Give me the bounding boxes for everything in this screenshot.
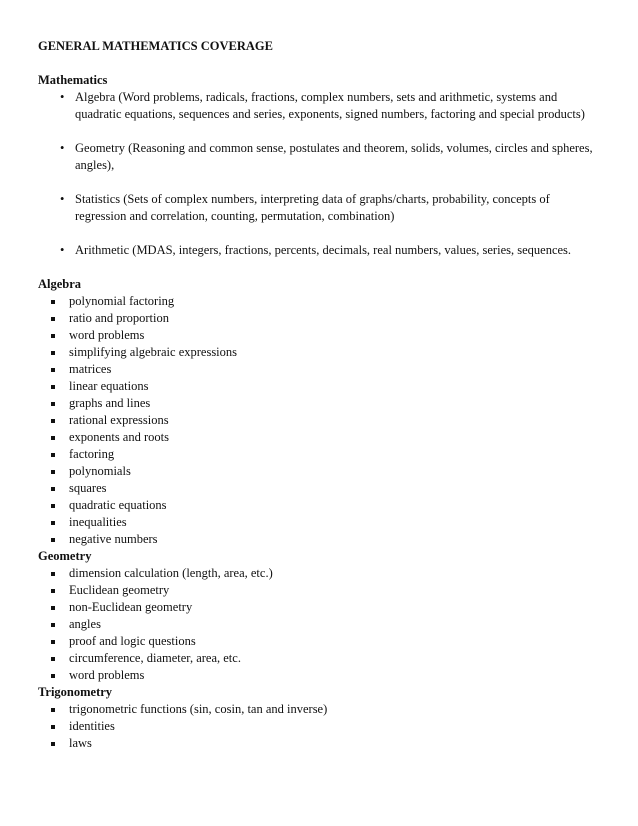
list-item [38, 701, 604, 718]
list-item-text: angles [69, 617, 101, 631]
bullet-icon: • [60, 243, 65, 257]
square-bullet-icon [51, 606, 55, 610]
list-item [38, 310, 604, 327]
list-item [38, 242, 604, 259]
square-bullet-icon [51, 504, 55, 508]
geometry-list [38, 565, 604, 684]
list-item [38, 191, 604, 225]
square-bullet-icon [51, 708, 55, 712]
square-bullet-icon [51, 317, 55, 321]
algebra-list [38, 293, 604, 548]
document-title: GENERAL MATHEMATICS COVERAGE [38, 39, 273, 53]
list-item-text: circumference, diameter, area, etc. [69, 651, 241, 665]
list-item-text: simplifying algebraic expressions [69, 345, 238, 359]
list-item [38, 395, 604, 412]
list-item-text: squares [69, 481, 107, 495]
list-item-text: Statistics (Sets of complex numbers, interpreting data of graphs/charts, probability, concepts of regression and correlation, counting, permutation, combination) [75, 192, 550, 223]
list-item-text: negative numbers [69, 532, 158, 546]
list-item-text: graphs and lines [69, 396, 151, 410]
square-bullet-icon [51, 419, 55, 423]
list-item [38, 633, 604, 650]
square-bullet-icon [51, 538, 55, 542]
list-item [38, 89, 604, 123]
list-item-text: word problems [69, 668, 145, 682]
list-item-text: non-Euclidean geometry [69, 600, 193, 614]
list-item [38, 650, 604, 667]
list-item-text: exponents and roots [69, 430, 169, 444]
square-bullet-icon [51, 589, 55, 593]
list-item [38, 293, 604, 310]
square-bullet-icon [51, 657, 55, 661]
square-bullet-icon [51, 453, 55, 457]
square-bullet-icon [51, 351, 55, 355]
list-item-text: linear equations [69, 379, 149, 393]
square-bullet-icon [51, 725, 55, 729]
list-item-text: identities [69, 719, 115, 733]
list-item-text: rational expressions [69, 413, 169, 427]
list-item-text: quadratic equations [69, 498, 167, 512]
square-bullet-icon [51, 640, 55, 644]
list-item-text: factoring [69, 447, 115, 461]
square-bullet-icon [51, 470, 55, 474]
mathematics-list [38, 89, 604, 259]
square-bullet-icon [51, 521, 55, 525]
trigonometry-list [38, 701, 604, 752]
list-item-text: polynomial factoring [69, 294, 175, 308]
document-page [38, 38, 604, 752]
square-bullet-icon [51, 487, 55, 491]
list-item-text: word problems [69, 328, 145, 342]
bullet-icon: • [60, 90, 65, 104]
list-item-text: Algebra (Word problems, radicals, fractions, complex numbers, sets and arithmetic, systems and quadratic equations, sequences and series, exponents, signed numbers, factoring and special products) [75, 90, 585, 121]
list-item [38, 599, 604, 616]
list-item-text: ratio and proportion [69, 311, 169, 325]
list-item [38, 718, 604, 735]
list-item-text: Arithmetic (MDAS, integers, fractions, percents, decimals, real numbers, values, series, sequences. [75, 243, 572, 257]
square-bullet-icon [51, 402, 55, 406]
list-item [38, 497, 604, 514]
bullet-icon: • [60, 192, 65, 206]
list-item [38, 735, 604, 752]
list-item [38, 140, 604, 174]
list-item [38, 429, 604, 446]
list-item [38, 327, 604, 344]
square-bullet-icon [51, 623, 55, 627]
bullet-icon: • [60, 141, 65, 155]
square-bullet-icon [51, 334, 55, 338]
list-item [38, 344, 604, 361]
square-bullet-icon [51, 572, 55, 576]
section-heading-trigonometry: Trigonometry [38, 685, 113, 699]
section-heading-mathematics: Mathematics [38, 73, 108, 87]
list-item [38, 616, 604, 633]
square-bullet-icon [51, 300, 55, 304]
list-item [38, 480, 604, 497]
section-heading-geometry: Geometry [38, 549, 92, 563]
section-heading-algebra: Algebra [38, 277, 82, 291]
list-item [38, 531, 604, 548]
square-bullet-icon [51, 436, 55, 440]
square-bullet-icon [51, 742, 55, 746]
list-item-text: trigonometric functions (sin, cosin, tan and inverse) [69, 702, 328, 716]
list-item-text: laws [69, 736, 92, 750]
list-item [38, 412, 604, 429]
list-item-text: Geometry (Reasoning and common sense, postulates and theorem, solids, volumes, circles and spheres, angles), [75, 141, 593, 172]
list-item-text: Euclidean geometry [69, 583, 170, 597]
list-item [38, 446, 604, 463]
square-bullet-icon [51, 368, 55, 372]
square-bullet-icon [51, 674, 55, 678]
list-item [38, 361, 604, 378]
square-bullet-icon [51, 385, 55, 389]
list-item-text: dimension calculation (length, area, etc.) [69, 566, 273, 580]
list-item [38, 582, 604, 599]
list-item-text: proof and logic questions [69, 634, 196, 648]
list-item-text: polynomials [69, 464, 131, 478]
list-item-text: inequalities [69, 515, 127, 529]
list-item [38, 514, 604, 531]
list-item [38, 667, 604, 684]
list-item [38, 378, 604, 395]
list-item [38, 565, 604, 582]
list-item [38, 463, 604, 480]
list-item-text: matrices [69, 362, 112, 376]
